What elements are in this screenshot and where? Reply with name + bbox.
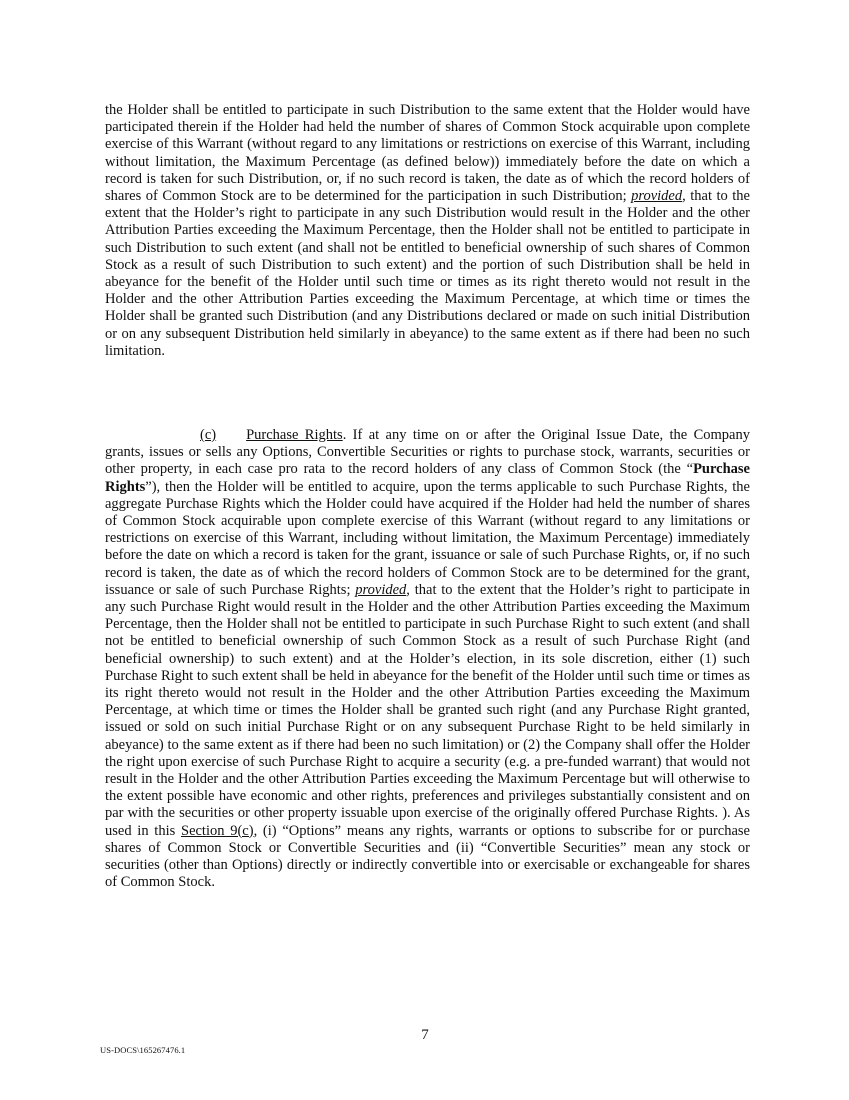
paragraph-1-text-b: , that to the extent that the Holder’s right to participate in any such Distribution would result in the Holder and the other Attribution Parties exceeding the Maximum Percentage, then the Holder shall not be entitled to participate in such Distribution to such extent (and shall not be entitled to beneficial ownership of such shares of Common Stock as a result of such Distribution to such extent) and the portion of such Distribution shall be held in abeyance for the benefit of the Holder until such time or times as its right thereto would not result in the Holder and the other Attribution Parties exceeding the Maximum Percentage, at which time or times the Holder shall be granted such Distribution (and any Distributions declared or made on such initial Distribution or on any subsequent Distribution held similarly in abeyance) to the same extent as if there had been no such limitation.: [105, 188, 750, 359]
provided-term: provided: [355, 581, 407, 598]
paragraph-2-text-c: , that to the extent that the Holder’s right to participate in any such Purchase Right would result in the Holder and the other Attribution Parties exceeding the Maximum Percentage, then the Holder shall not be entitled to participate in such Purchase Right to such extent (and shall not be entitled to beneficial ownership of such Common Stock as a result of such Purchase Right (and beneficial ownership) to such extent) and at the Holder’s election, in its sole discretion, either (1) such Purchase Right to such extent shall be held in abeyance for the benefit of the Holder until such time or times as its right thereto would not result in the Holder and the other Attribution Parties exceeding the Maximum Percentage, at which time or times the Holder shall be granted such right (and any Purchase Right granted, issued or sold on such initial Purchase Right or on any subsequent Purchase Right to be held similarly in abeyance) to the same extent as if there had been no such limitation) or (2) the Company shall offer the Holder the right upon exercise of such Purchase Right to acquire a security (e.g. a pre-funded warrant) that would not result in the Holder and the other Attribution Parties exceeding the Maximum Percentage but will otherwise to the extent possible have economic and other rights, preferences and privileges substantially consistent and on par with the securities or other property issuable upon exercise of the originally offered Purchase Rights. ). As used in this: [105, 581, 750, 839]
section-number: (c): [200, 427, 217, 443]
paragraph-distribution: [105, 102, 750, 360]
paragraph-2-text-a: . If at any time on or after the Original Issue Date, the Company grants, issues or sells any Options, Convertible Securities or rights to purchase stock, warrants, securities or other property, in each case pro rata to the record holders of any class of Common Stock (the “: [105, 427, 750, 478]
page-number: 7: [421, 1027, 429, 1043]
defined-term-purchase-rights: Purchase Rights: [105, 461, 750, 495]
paragraph-purchase-rights: [105, 427, 750, 891]
provided-term: provided: [631, 188, 683, 205]
paragraph-1-text-a: the Holder shall be entitled to participate in such Distribution to the same extent that the Holder would have participated therein if the Holder had held the number of shares of Common Stock acquirable upon complete exercise of this Warrant (without regard to any limitations or restrictions on exercise of this Warrant, including without limitation, the Maximum Percentage (as defined below)) immediately before the date on which a record is taken for such Distribution, or, if no such record is taken, the date as of which the record holders of shares of Common Stock are to be determined for the participation in such Distribution;: [105, 102, 750, 205]
paragraph-2-text-b: ”), then the Holder will be entitled to acquire, upon the terms applicable to such Purchase Rights, the aggregate Purchase Rights which the Holder could have acquired if the Holder had held the number of shares of Common Stock acquirable upon complete exercise of this Warrant (without regard to any limitations or restrictions on exercise of this Warrant, including without limitation, the Maximum Percentage) immediately before the date on which a record is taken for the grant, issuance or sale of such Purchase Rights, or, if no such record is taken, the date as of which the record holders of Common Stock are to be determined for the grant, issuance or sale of such Purchase Rights;: [105, 478, 750, 598]
section-reference: Section 9(c): [181, 822, 254, 839]
paragraph-2-text-d: , (i) “Options” means any rights, warrants or options to subscribe for or purchase shares of Common Stock or Convertible Securities and (ii) “Convertible Securities” mean any stock or securities (other than Options) directly or indirectly convertible into or exercisable or exchangeable for shares of Common Stock.: [105, 822, 750, 891]
section-heading: Purchase Rights: [246, 427, 343, 443]
document-id: US-DOCS\165267476.1: [100, 1045, 186, 1055]
